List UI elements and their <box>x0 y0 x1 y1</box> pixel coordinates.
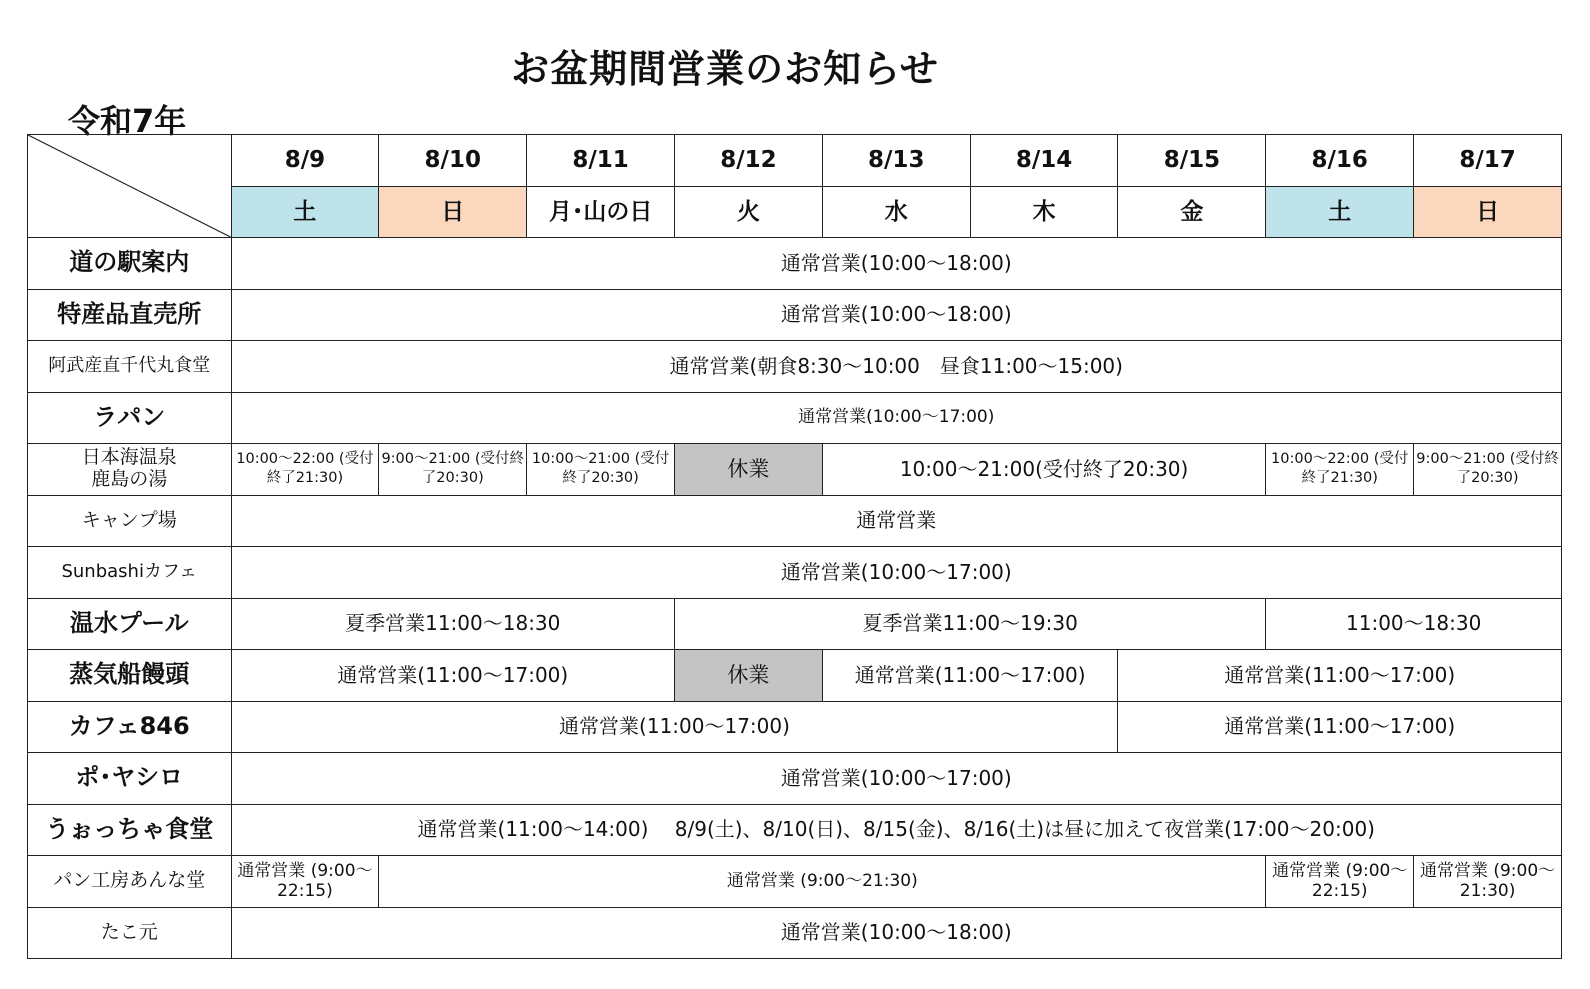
hours-cell: 通常営業(10:00～18:00) <box>231 289 1561 341</box>
table-row <box>28 804 1562 856</box>
weekday-row <box>28 186 1562 238</box>
date-cell: 8/9 <box>231 135 379 187</box>
facility-name: 阿武産直千代丸食堂 <box>28 341 232 393</box>
table-row <box>28 598 1562 650</box>
hours-cell: 通常営業(11:00～17:00) <box>822 650 1118 702</box>
hours-cell: 通常営業(10:00～18:00) <box>231 238 1561 290</box>
facility-name <box>28 444 232 496</box>
hours-cell: 通常営業(11:00～14:00) 8/9(土)、8/10(日)、8/15(金)、8/16(土)は昼に加えて夜営業(17:00～20:00) <box>231 804 1561 856</box>
facility-name-line: 鹿島の湯 <box>91 468 168 491</box>
hours-cell: 通常営業 (9:00～22:15) <box>231 856 379 908</box>
date-cell: 8/15 <box>1118 135 1266 187</box>
facility-name: 温水プール <box>28 598 232 650</box>
hours-cell: 10:00～21:00(受付終了20:30) <box>822 444 1265 496</box>
hours-cell: 夏季営業11:00～19:30 <box>675 598 1266 650</box>
weekday-cell: 月･山の日 <box>527 186 675 238</box>
weekday-cell: 土 <box>231 186 379 238</box>
weekday-cell: 金 <box>1118 186 1266 238</box>
hours-cell: 通常営業 (9:00～22:15) <box>1266 856 1414 908</box>
hours-cell: 9:00～21:00 (受付終了20:30) <box>379 444 527 496</box>
weekday-cell: 火 <box>675 186 823 238</box>
facility-name: 道の駅案内 <box>28 238 232 290</box>
weekday-cell: 日 <box>1414 186 1562 238</box>
date-cell: 8/10 <box>379 135 527 187</box>
hours-cell: 通常営業(11:00～17:00) <box>1118 701 1562 753</box>
facility-name: たこ元 <box>28 907 232 959</box>
date-cell: 8/14 <box>970 135 1118 187</box>
facility-name: パン工房あんな堂 <box>28 856 232 908</box>
table-row <box>28 856 1562 908</box>
hours-cell: 通常営業 (9:00～21:30) <box>1414 856 1562 908</box>
year-label: 令和7年 <box>68 102 187 140</box>
date-cell: 8/17 <box>1414 135 1562 187</box>
facility-name: カフェ846 <box>28 701 232 753</box>
hours-cell: 通常営業(10:00～17:00) <box>231 392 1561 444</box>
hours-cell: 通常営業(朝食8:30～10:00 昼食11:00～15:00) <box>231 341 1561 393</box>
table-row <box>28 650 1562 702</box>
facility-name: 蒸気船饅頭 <box>28 650 232 702</box>
closed-cell: 休業 <box>675 444 823 496</box>
date-cell: 8/11 <box>527 135 675 187</box>
hours-cell: 通常営業(10:00～17:00) <box>231 753 1561 805</box>
date-cell: 8/12 <box>675 135 823 187</box>
facility-name: うぉっちゃ食堂 <box>28 804 232 856</box>
page-title: お盆期間営業のお知らせ <box>511 47 939 91</box>
facility-name: ラパン <box>28 392 232 444</box>
weekday-cell: 土 <box>1266 186 1414 238</box>
corner-cell <box>28 135 232 238</box>
date-cell: 8/16 <box>1266 135 1414 187</box>
weekday-cell: 日 <box>379 186 527 238</box>
date-cell: 8/13 <box>822 135 970 187</box>
hours-cell: 通常営業(11:00～17:00) <box>231 701 1118 753</box>
hours-cell: 10:00～22:00 (受付終了21:30) <box>231 444 379 496</box>
table-row <box>28 444 1562 496</box>
diagonal-line <box>28 135 231 237</box>
hours-cell: 9:00～21:00 (受付終了20:30) <box>1414 444 1562 496</box>
table-row <box>28 341 1562 393</box>
hours-cell: 10:00～22:00 (受付終了21:30) <box>1266 444 1414 496</box>
facility-name: キャンプ場 <box>28 495 232 547</box>
facility-name: ポ･ヤシロ <box>28 753 232 805</box>
table-row <box>28 701 1562 753</box>
table-row <box>28 753 1562 805</box>
hours-cell: 通常営業(11:00～17:00) <box>1118 650 1562 702</box>
table-row <box>28 495 1562 547</box>
table-row <box>28 547 1562 599</box>
hours-cell: 通常営業 <box>231 495 1561 547</box>
hours-cell: 通常営業 (9:00～21:30) <box>379 856 1266 908</box>
table-row <box>28 907 1562 959</box>
hours-cell: 夏季営業11:00～18:30 <box>231 598 674 650</box>
schedule-table <box>27 134 1562 959</box>
weekday-cell: 水 <box>822 186 970 238</box>
table-row <box>28 392 1562 444</box>
facility-name: 特産品直売所 <box>28 289 232 341</box>
hours-cell: 11:00～18:30 <box>1266 598 1562 650</box>
hours-cell: 通常営業(10:00～17:00) <box>231 547 1561 599</box>
hours-cell: 通常営業(11:00～17:00) <box>231 650 674 702</box>
weekday-cell: 木 <box>970 186 1118 238</box>
table-row <box>28 289 1562 341</box>
closed-cell: 休業 <box>675 650 823 702</box>
facility-name-line: 日本海温泉 <box>81 446 177 469</box>
table-row <box>28 238 1562 290</box>
facility-name: Sunbashiカフェ <box>28 547 232 599</box>
hours-cell: 通常営業(10:00～18:00) <box>231 907 1561 959</box>
hours-cell: 10:00～21:00 (受付終了20:30) <box>527 444 675 496</box>
date-row <box>28 135 1562 187</box>
